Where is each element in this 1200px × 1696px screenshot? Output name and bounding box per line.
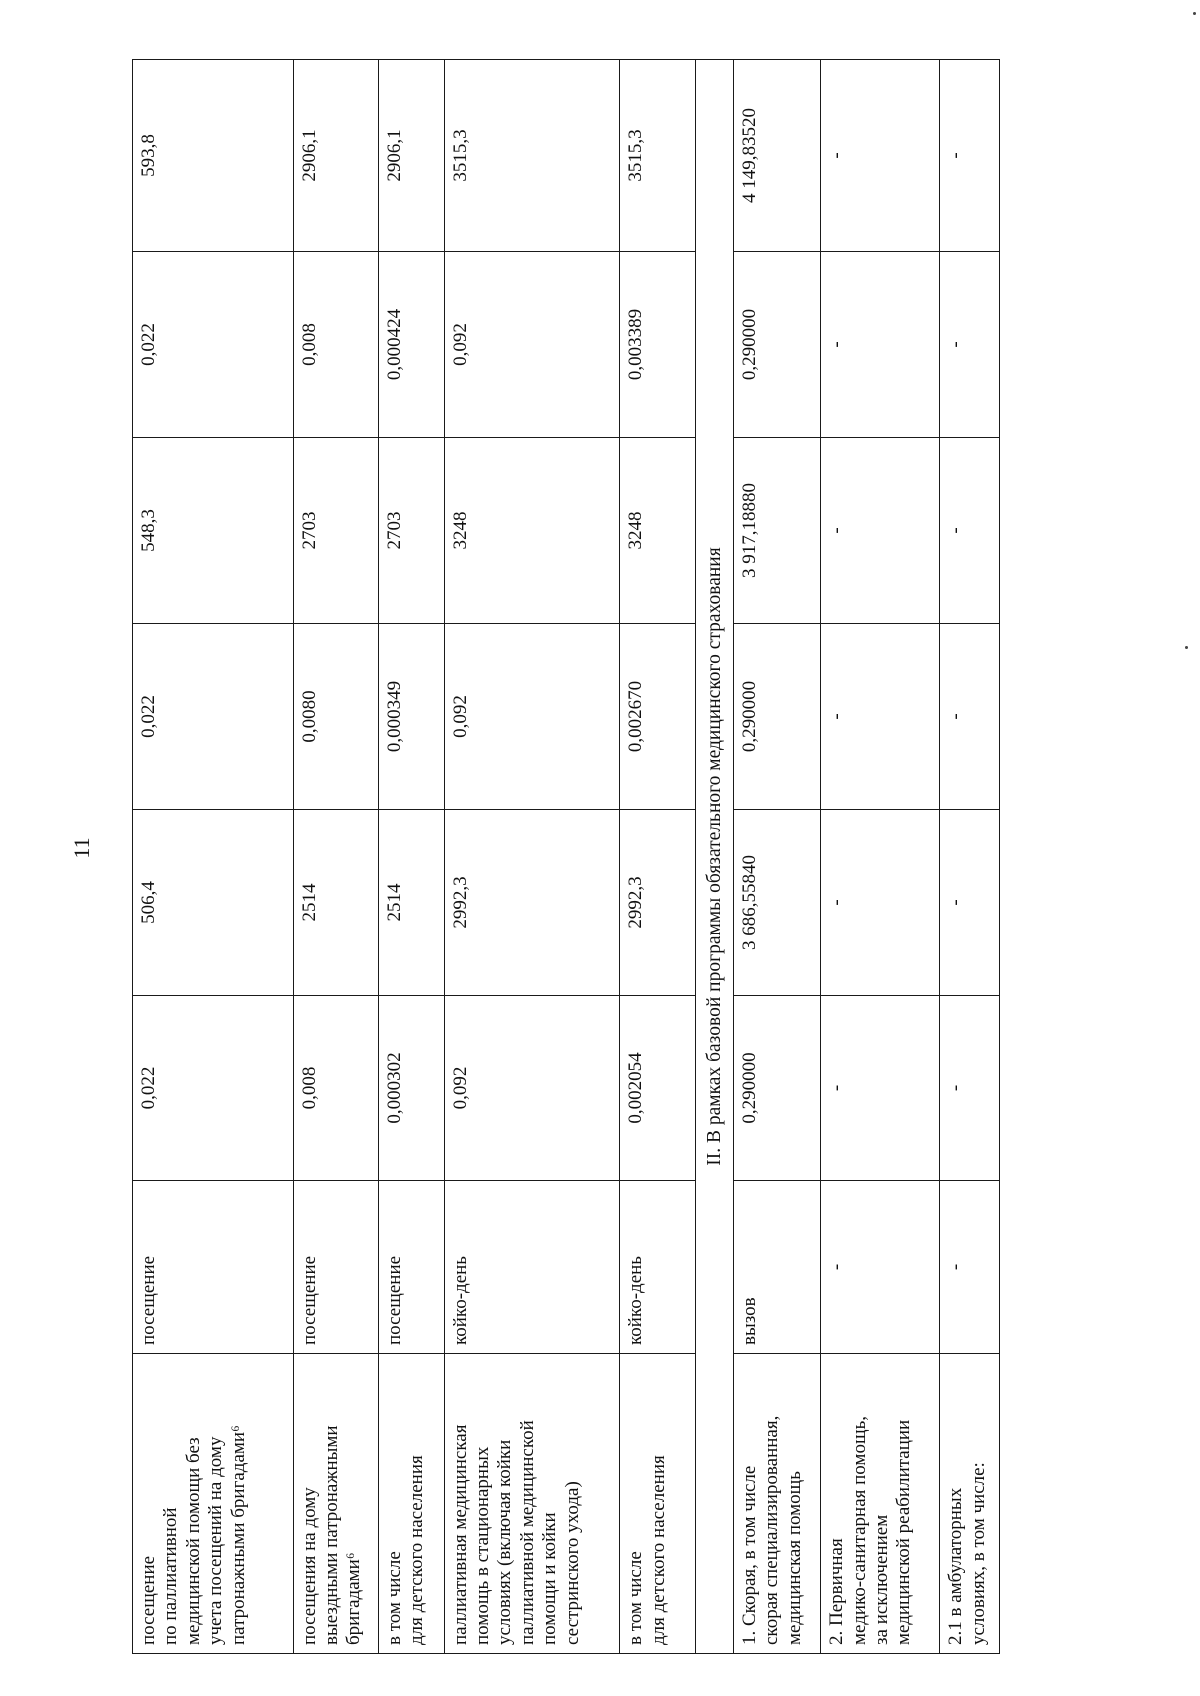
value-cell: 0,092 <box>444 996 620 1181</box>
value-cell: 2992,3 <box>620 810 696 996</box>
value-cell: 2906,1 <box>378 60 444 252</box>
scan-speck <box>1185 646 1188 649</box>
value-cell: 0,003389 <box>620 252 696 438</box>
value-cell: - <box>940 60 1000 252</box>
indicator-cell: в том числе для детского населения <box>378 1354 444 1654</box>
table-row <box>378 60 444 1654</box>
unit-cell: койко-день <box>620 1181 696 1354</box>
value-cell: - <box>940 438 1000 624</box>
indicator-cell: 2.1 в амбулаторных условиях, в том числе: <box>940 1354 1000 1654</box>
value-cell: 0,002670 <box>620 624 696 810</box>
indicator-cell: посещения на дому выездными патронажными бригадами⁶ <box>293 1354 378 1654</box>
indicator-cell: 2. Первичная медико-санитарная помощь, за исключением медицинской реабилитации <box>821 1354 940 1654</box>
table-row <box>444 60 620 1654</box>
unit-cell: посещение <box>293 1181 378 1354</box>
value-cell: 0,002054 <box>620 996 696 1181</box>
rotated-table-container <box>132 60 1000 1654</box>
data-table <box>132 59 1000 1654</box>
value-cell: 3 917,18880 <box>734 438 821 624</box>
table-row <box>620 60 696 1654</box>
value-cell: - <box>940 252 1000 438</box>
value-cell: - <box>821 996 940 1181</box>
unit-cell: посещение <box>133 1181 294 1354</box>
table-row <box>940 60 1000 1654</box>
value-cell: 0,022 <box>133 996 294 1181</box>
table-row <box>133 60 294 1654</box>
indicator-cell: в том числе для детского населения <box>620 1354 696 1654</box>
value-cell: 2514 <box>378 810 444 996</box>
unit-cell: вызов <box>734 1181 821 1354</box>
unit-cell: - <box>821 1181 940 1354</box>
page-number: 11 <box>69 837 94 859</box>
value-cell: 0,092 <box>444 624 620 810</box>
value-cell: 2514 <box>293 810 378 996</box>
indicator-cell: посещение по паллиативной медицинской помощи без учета посещений на дому патронажными бригадами⁶ <box>133 1354 294 1654</box>
value-cell: - <box>940 996 1000 1181</box>
value-cell: 3515,3 <box>620 60 696 252</box>
table-row <box>734 60 821 1654</box>
value-cell: 0,290000 <box>734 996 821 1181</box>
value-cell: 2703 <box>293 438 378 624</box>
section-heading: II. В рамках базовой программы обязательного медицинского страхования <box>695 60 733 1654</box>
value-cell: 0,008 <box>293 996 378 1181</box>
value-cell: 0,290000 <box>734 252 821 438</box>
unit-cell: - <box>940 1181 1000 1354</box>
value-cell: 0,000302 <box>378 996 444 1181</box>
unit-cell: койко-день <box>444 1181 620 1354</box>
value-cell: 0,000349 <box>378 624 444 810</box>
value-cell: - <box>821 60 940 252</box>
value-cell: 0,008 <box>293 252 378 438</box>
value-cell: 2703 <box>378 438 444 624</box>
value-cell: 0,092 <box>444 252 620 438</box>
value-cell: 548,3 <box>133 438 294 624</box>
value-cell: 0,022 <box>133 624 294 810</box>
value-cell: - <box>821 810 940 996</box>
value-cell: - <box>821 624 940 810</box>
value-cell: 0,000424 <box>378 252 444 438</box>
value-cell: 506,4 <box>133 810 294 996</box>
value-cell: 0,290000 <box>734 624 821 810</box>
table-row <box>821 60 940 1654</box>
value-cell: 2992,3 <box>444 810 620 996</box>
value-cell: - <box>940 624 1000 810</box>
value-cell: - <box>821 252 940 438</box>
value-cell: - <box>821 438 940 624</box>
value-cell: 3 686,55840 <box>734 810 821 996</box>
value-cell: 3248 <box>444 438 620 624</box>
value-cell: 0,022 <box>133 252 294 438</box>
value-cell: 3515,3 <box>444 60 620 252</box>
value-cell: 2906,1 <box>293 60 378 252</box>
unit-cell: посещение <box>378 1181 444 1354</box>
value-cell: - <box>940 810 1000 996</box>
section-row <box>695 60 733 1654</box>
indicator-cell: 1. Скорая, в том числе скорая специализированная, медицинская помощь <box>734 1354 821 1654</box>
value-cell: 4 149,83520 <box>734 60 821 252</box>
value-cell: 593,8 <box>133 60 294 252</box>
value-cell: 0,0080 <box>293 624 378 810</box>
indicator-cell: паллиативная медицинская помощь в стационарных условиях (включая койки паллиативной медицинской помощи и койки сестринского ухода) <box>444 1354 620 1654</box>
scan-speck <box>1193 12 1196 15</box>
value-cell: 3248 <box>620 438 696 624</box>
table-row <box>293 60 378 1654</box>
